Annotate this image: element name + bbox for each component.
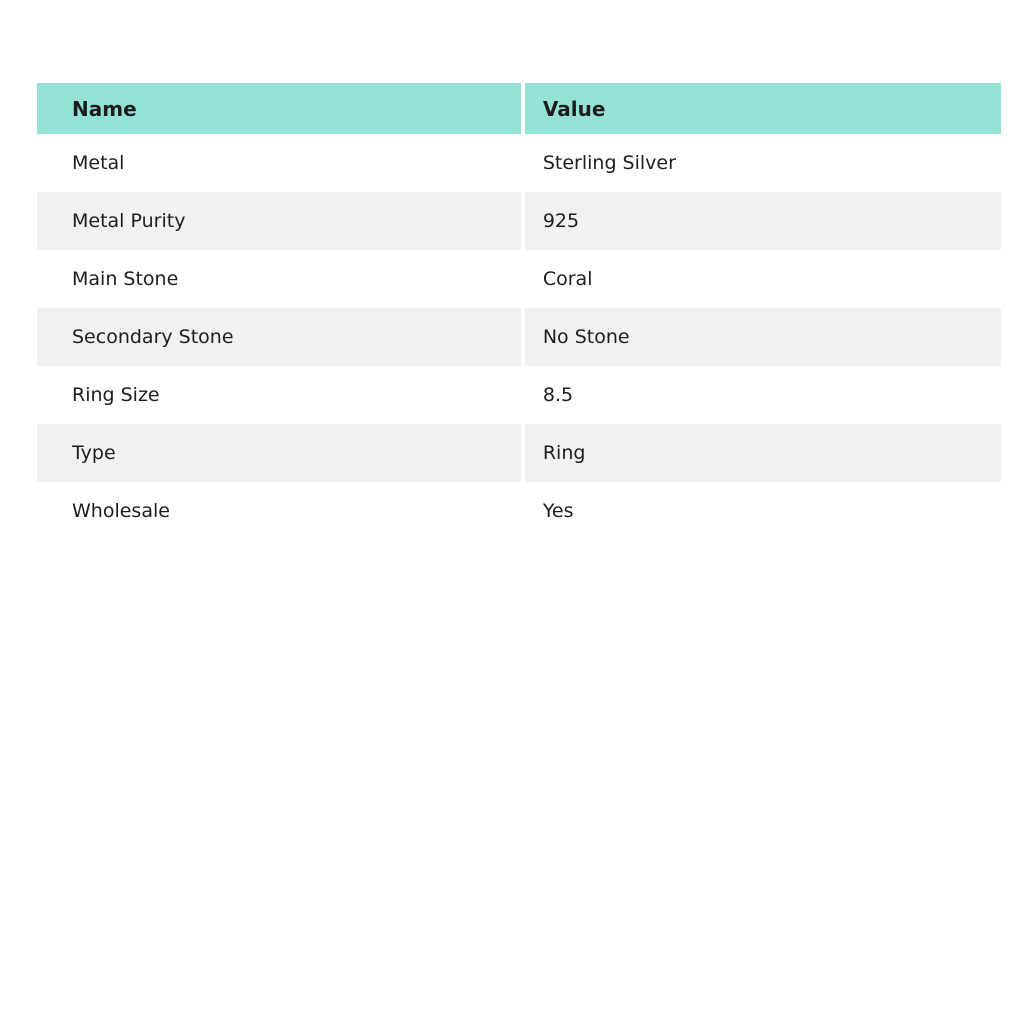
- attribute-value: Yes: [523, 482, 1001, 540]
- attribute-name: Metal: [37, 134, 523, 192]
- attribute-value: Sterling Silver: [523, 134, 1001, 192]
- table-row: [37, 250, 1001, 308]
- attribute-name: Ring Size: [37, 366, 523, 424]
- attribute-name: Metal Purity: [37, 192, 523, 250]
- attribute-name: Type: [37, 424, 523, 482]
- table-row: [37, 192, 1001, 250]
- product-attributes-table: [37, 83, 1001, 540]
- table-row: [37, 308, 1001, 366]
- table-row: [37, 134, 1001, 192]
- attribute-name: Wholesale: [37, 482, 523, 540]
- table-row: [37, 482, 1001, 540]
- table-header-row: [37, 83, 1001, 134]
- column-header-value: Value: [523, 83, 1001, 134]
- table-row: [37, 424, 1001, 482]
- table-row: [37, 366, 1001, 424]
- attribute-value: Ring: [523, 424, 1001, 482]
- attribute-name: Secondary Stone: [37, 308, 523, 366]
- attribute-name: Main Stone: [37, 250, 523, 308]
- attribute-value: Coral: [523, 250, 1001, 308]
- attribute-value: 925: [523, 192, 1001, 250]
- attribute-value: 8.5: [523, 366, 1001, 424]
- attribute-value: No Stone: [523, 308, 1001, 366]
- table-body: [37, 134, 1001, 540]
- column-header-name: Name: [37, 83, 523, 134]
